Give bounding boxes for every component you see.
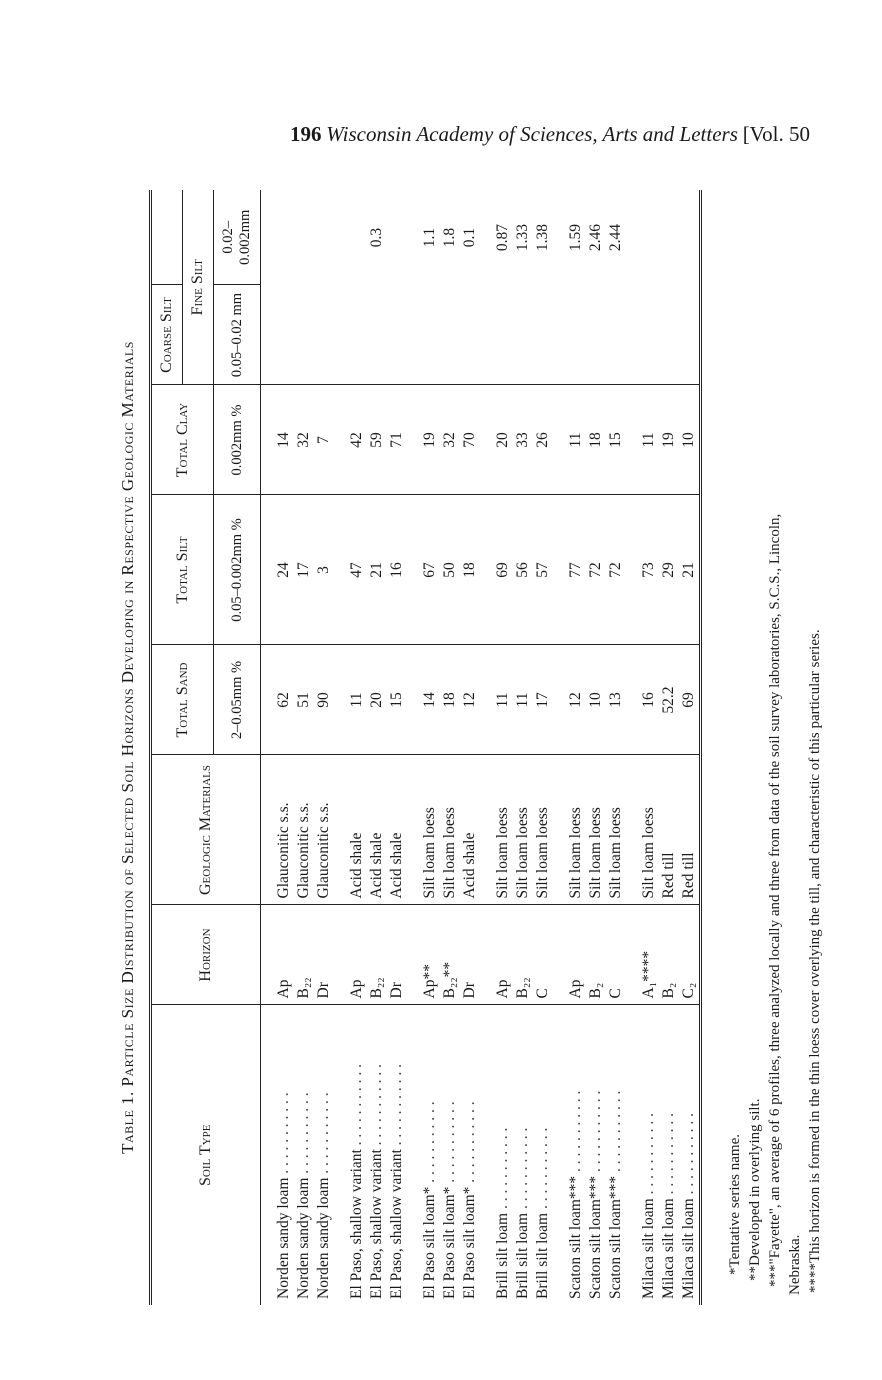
cell-fine-silt	[679, 190, 701, 285]
leader-dots: . . . . . . . . . . .	[680, 1113, 697, 1199]
cell-coarse-silt	[387, 285, 407, 385]
header-coarse-silt: Coarse Silt	[152, 285, 183, 385]
spacer-cell	[480, 905, 493, 1005]
cell-horizon: Dr	[314, 905, 334, 1005]
volume-label: [Vol. 50	[742, 122, 810, 146]
table-row	[460, 190, 480, 1305]
spacer-cell	[407, 645, 420, 755]
spacer-cell	[261, 1005, 275, 1305]
cell-horizon: Ap	[493, 905, 513, 1005]
cell-geologic-material: Silt loam loess	[440, 755, 460, 905]
cell-total-sand: 90	[314, 645, 334, 755]
cell-total-clay: 19	[420, 385, 440, 495]
header-fine-silt: Fine Silt	[183, 190, 214, 385]
cell-soil-type	[606, 1005, 626, 1305]
spacer-cell	[626, 1005, 639, 1305]
cell-coarse-silt	[367, 285, 387, 385]
group-spacer	[334, 190, 347, 1305]
spacer-cell	[334, 495, 347, 645]
spacer-cell	[334, 385, 347, 495]
cell-horizon: Ap**	[420, 905, 440, 1005]
leader-dots: . . . . . . . . . . .	[368, 1063, 385, 1150]
unit-total-sand: 2–0.05mm %	[214, 645, 261, 755]
cell-total-clay: 42	[347, 385, 367, 495]
cell-fine-silt	[314, 190, 334, 285]
cell-coarse-silt	[274, 285, 294, 385]
page-number: 196	[290, 122, 322, 146]
cell-coarse-silt	[606, 285, 626, 385]
header-geologic-materials: Geologic Materials	[152, 755, 261, 905]
leader-dots: . . . . . . . . . . .	[315, 1092, 332, 1178]
table-row	[679, 190, 701, 1305]
cell-total-sand: 52.2	[659, 645, 679, 755]
footnote-3-cont: Nebraska.	[787, 1234, 803, 1295]
cell-soil-type	[566, 1005, 586, 1305]
soil-type-label: El Paso silt loam*	[421, 1186, 438, 1299]
unit-total-silt: 0.05–0.002mm %	[214, 495, 261, 645]
cell-geologic-material: Silt loam loess	[566, 755, 586, 905]
spacer-cell	[480, 385, 493, 495]
cell-total-sand: 12	[566, 645, 586, 755]
cell-geologic-material: Silt loam loess	[513, 755, 533, 905]
table-row	[387, 190, 407, 1305]
cell-total-silt: 67	[420, 495, 440, 645]
cell-fine-silt: 1.59	[567, 223, 584, 252]
spacer-cell	[626, 285, 639, 385]
cell-soil-type	[440, 1005, 460, 1305]
page-header	[290, 122, 810, 152]
spacer-cell	[334, 190, 347, 285]
spacer-cell	[261, 645, 275, 755]
cell-coarse-silt	[440, 285, 460, 385]
header-horizon: Horizon	[152, 905, 261, 1005]
soil-type-label: Brill silt loam	[514, 1212, 531, 1299]
cell-soil-type	[367, 1005, 387, 1305]
cell-total-sand: 10	[586, 645, 606, 755]
spacer-cell	[480, 755, 493, 905]
spacer-cell	[407, 495, 420, 645]
cell-total-clay: 32	[294, 385, 314, 495]
cell-total-silt: 72	[606, 495, 626, 645]
cell-total-clay: 26	[533, 385, 553, 495]
leader-dots: . . . . . . . . . . .	[388, 1063, 405, 1150]
spacer-cell	[553, 1005, 566, 1305]
spacer-cell	[480, 285, 493, 385]
unit-fine-silt: 0.02–0.002mm	[214, 190, 261, 285]
cell-fine-silt	[659, 190, 679, 285]
leader-dots: . . . . . . . . . . .	[461, 1101, 478, 1187]
cell-soil-type	[420, 1005, 440, 1305]
cell-total-clay: 11	[639, 385, 659, 495]
spacer-cell	[261, 755, 275, 905]
cell-total-sand: 12	[460, 645, 480, 755]
cell-coarse-silt	[513, 285, 533, 385]
spacer-cell	[553, 645, 566, 755]
cell-horizon: Dr	[460, 905, 480, 1005]
cell-soil-type	[679, 1005, 701, 1305]
cell-geologic-material: Silt loam loess	[533, 755, 553, 905]
cell-total-sand: 51	[294, 645, 314, 755]
header-total-sand: Total Sand	[152, 645, 214, 755]
leader-dots: . . . . . . . . . . .	[607, 1090, 624, 1176]
leader-dots: . . . . . . . . . . .	[660, 1113, 677, 1199]
table-row	[639, 190, 659, 1305]
cell-horizon: Dr	[387, 905, 407, 1005]
cell-horizon: C	[606, 905, 626, 1005]
cell-coarse-silt	[493, 285, 513, 385]
cell-fine-silt: 1.38	[534, 223, 551, 252]
cell-total-clay: 33	[513, 385, 533, 495]
cell-horizon: Ap	[566, 905, 586, 1005]
group-spacer	[553, 190, 566, 1305]
footnote-2: **Developed in overlying silt.	[747, 1098, 763, 1281]
table-row	[566, 190, 586, 1305]
group-spacer	[626, 190, 639, 1305]
footnote-4: ****This horizon is formed in the thin loess cover overlying the till, and characteristic of this particular series.	[807, 629, 823, 1293]
cell-soil-type	[493, 1005, 513, 1305]
spacer-cell	[334, 645, 347, 755]
cell-fine-silt: 2.46	[587, 223, 604, 252]
cell-total-silt: 56	[513, 495, 533, 645]
soil-type-label: Norden sandy loam	[275, 1177, 292, 1299]
footnote-3: ***"Fayette", an average of 6 profiles, three analyzed locally and three from data of the soil survey laboratories, S.C.S., Lincoln,	[767, 513, 783, 1287]
cell-geologic-material: Silt loam loess	[420, 755, 440, 905]
cell-total-silt: 16	[387, 495, 407, 645]
spacer-cell	[407, 1005, 420, 1305]
spacer-cell	[480, 645, 493, 755]
table-row	[606, 190, 626, 1305]
leader-dots: . . . . . . . . . . .	[494, 1127, 511, 1213]
soil-type-label: El Paso, shallow variant	[388, 1149, 405, 1299]
cell-total-silt: 21	[679, 495, 701, 645]
spacer-cell	[261, 495, 275, 645]
cell-fine-silt	[347, 190, 367, 285]
cell-total-sand: 15	[387, 645, 407, 755]
cell-total-sand: 69	[679, 645, 701, 755]
soil-type-label: Brill silt loam	[534, 1212, 551, 1299]
spacer-cell	[626, 495, 639, 645]
spacer-cell	[626, 645, 639, 755]
table-row	[314, 190, 334, 1305]
spacer-cell	[261, 190, 275, 285]
unit-total-clay: 0.002mm %	[214, 385, 261, 495]
cell-coarse-silt	[314, 285, 334, 385]
spacer-cell	[553, 385, 566, 495]
cell-total-silt: 50	[440, 495, 460, 645]
table-row	[659, 190, 679, 1305]
cell-total-silt: 47	[347, 495, 367, 645]
soil-type-label: Norden sandy loam	[295, 1177, 312, 1299]
table-title: Table 1. Particle Size Distribution of Selected Soil Horizons Developing in Respective Geologic Materials	[118, 341, 137, 1154]
spacer-cell	[407, 285, 420, 385]
cell-horizon: B₂₂	[367, 905, 387, 1005]
cell-geologic-material: Acid shale	[347, 755, 367, 905]
rotated-table-area	[115, 190, 835, 1305]
spacer-cell	[334, 1005, 347, 1305]
spacer-cell	[334, 285, 347, 385]
spacer-cell	[553, 495, 566, 645]
spacer-cell	[480, 190, 493, 285]
cell-total-clay: 71	[387, 385, 407, 495]
cell-horizon: B₂₂**	[440, 905, 460, 1005]
cell-geologic-material: Glauconitic s.s.	[294, 755, 314, 905]
cell-coarse-silt	[659, 285, 679, 385]
spacer-cell	[407, 905, 420, 1005]
spacer-cell	[334, 755, 347, 905]
table-body	[261, 190, 701, 1305]
cell-coarse-silt	[586, 285, 606, 385]
table-row	[586, 190, 606, 1305]
soil-type-label: Scaton silt loam***	[587, 1175, 604, 1299]
cell-total-silt: 17	[294, 495, 314, 645]
cell-coarse-silt	[420, 285, 440, 385]
cell-geologic-material: Glauconitic s.s.	[314, 755, 334, 905]
cell-fine-silt: 1.1	[421, 227, 438, 248]
cell-fine-silt: 1.8	[441, 227, 458, 248]
cell-horizon: B₂₂	[294, 905, 314, 1005]
soil-type-label: El Paso, shallow variant	[348, 1149, 365, 1299]
cell-soil-type	[387, 1005, 407, 1305]
table-row	[440, 190, 460, 1305]
cell-total-sand: 18	[440, 645, 460, 755]
cell-total-silt: 77	[566, 495, 586, 645]
cell-total-sand: 13	[606, 645, 626, 755]
cell-fine-silt: 0.87	[494, 223, 511, 252]
cell-soil-type	[513, 1005, 533, 1305]
cell-coarse-silt	[639, 285, 659, 385]
table-row	[367, 190, 387, 1305]
header-soil-type: Soil Type	[152, 1005, 261, 1305]
cell-fine-silt: 1.33	[514, 223, 531, 252]
cell-total-silt: 72	[586, 495, 606, 645]
soil-type-label: El Paso silt loam*	[441, 1186, 458, 1299]
journal-title: Wisconsin Academy of Sciences, Arts and Letters	[326, 122, 738, 146]
cell-soil-type	[274, 1005, 294, 1305]
cell-coarse-silt	[347, 285, 367, 385]
soil-type-label: El Paso silt loam*	[461, 1186, 478, 1299]
cell-total-clay: 15	[606, 385, 626, 495]
cell-total-silt: 73	[639, 495, 659, 645]
group-spacer	[261, 190, 275, 1305]
cell-geologic-material: Silt loam loess	[639, 755, 659, 905]
cell-geologic-material: Silt loam loess	[606, 755, 626, 905]
table-row	[533, 190, 553, 1305]
cell-geologic-material: Glauconitic s.s.	[274, 755, 294, 905]
cell-total-sand: 11	[513, 645, 533, 755]
cell-horizon: A₁****	[639, 905, 659, 1005]
soil-type-label: Brill silt loam	[494, 1212, 511, 1299]
spacer-cell	[480, 495, 493, 645]
table-row	[513, 190, 533, 1305]
cell-total-sand: 14	[420, 645, 440, 755]
cell-total-clay: 19	[659, 385, 679, 495]
cell-coarse-silt	[566, 285, 586, 385]
cell-soil-type	[533, 1005, 553, 1305]
footnote-1: *Tentative series name.	[727, 1134, 743, 1275]
leader-dots: . . . . . . . . . . .	[348, 1063, 365, 1150]
cell-fine-silt	[274, 190, 294, 285]
table-row	[420, 190, 440, 1305]
table-row	[274, 190, 294, 1305]
cell-soil-type	[586, 1005, 606, 1305]
cell-horizon: Ap	[274, 905, 294, 1005]
soil-type-label: Milaca silt loam	[660, 1198, 677, 1299]
cell-geologic-material: Red till	[679, 755, 701, 905]
cell-total-sand: 16	[639, 645, 659, 755]
cell-total-clay: 20	[493, 385, 513, 495]
cell-horizon: C₂	[679, 905, 701, 1005]
particle-size-table	[152, 190, 702, 1305]
spacer-cell	[407, 385, 420, 495]
cell-total-clay: 11	[566, 385, 586, 495]
spacer-cell	[626, 905, 639, 1005]
header-total-silt: Total Silt	[152, 495, 214, 645]
cell-fine-silt	[294, 190, 314, 285]
soil-type-label: Milaca silt loam	[680, 1198, 697, 1299]
cell-total-clay: 18	[586, 385, 606, 495]
cell-total-silt: 69	[493, 495, 513, 645]
cell-soil-type	[294, 1005, 314, 1305]
cell-geologic-material: Silt loam loess	[586, 755, 606, 905]
cell-geologic-material: Silt loam loess	[493, 755, 513, 905]
spacer-cell	[480, 1005, 493, 1305]
spacer-cell	[407, 190, 420, 285]
group-spacer	[407, 190, 420, 1305]
soil-type-label: Scaton silt loam***	[567, 1175, 584, 1299]
spacer-cell	[626, 385, 639, 495]
cell-geologic-material: Acid shale	[367, 755, 387, 905]
cell-total-clay: 70	[460, 385, 480, 495]
spacer-cell	[261, 285, 275, 385]
cell-total-sand: 20	[367, 645, 387, 755]
spacer-cell	[553, 905, 566, 1005]
table-container	[149, 190, 702, 1305]
cell-total-silt: 21	[367, 495, 387, 645]
cell-geologic-material: Acid shale	[460, 755, 480, 905]
cell-coarse-silt	[294, 285, 314, 385]
cell-total-silt: 18	[460, 495, 480, 645]
cell-total-clay: 10	[679, 385, 701, 495]
spacer-cell	[553, 190, 566, 285]
leader-dots: . . . . . . . . . . .	[295, 1092, 312, 1178]
cell-total-clay: 59	[367, 385, 387, 495]
cell-total-silt: 29	[659, 495, 679, 645]
cell-fine-silt: 0.3	[368, 227, 385, 248]
cell-total-silt: 3	[314, 495, 334, 645]
cell-geologic-material: Acid shale	[387, 755, 407, 905]
soil-type-label: Norden sandy loam	[315, 1177, 332, 1299]
spacer-cell	[626, 190, 639, 285]
cell-total-sand: 17	[533, 645, 553, 755]
leader-dots: . . . . . . . . . . .	[640, 1113, 657, 1199]
cell-total-silt: 57	[533, 495, 553, 645]
soil-type-label: Milaca silt loam	[640, 1198, 657, 1299]
cell-fine-silt	[387, 190, 407, 285]
header-total-clay: Total Clay	[152, 385, 214, 495]
spacer-cell	[553, 755, 566, 905]
soil-type-label: El Paso, shallow variant	[368, 1149, 385, 1299]
cell-coarse-silt	[533, 285, 553, 385]
cell-soil-type	[659, 1005, 679, 1305]
cell-fine-silt	[639, 190, 659, 285]
leader-dots: . . . . . . . . . . .	[275, 1092, 292, 1178]
leader-dots: . . . . . . . . . . .	[441, 1101, 458, 1187]
spacer-cell	[407, 755, 420, 905]
cell-coarse-silt	[679, 285, 701, 385]
spacer-cell	[626, 755, 639, 905]
cell-soil-type	[314, 1005, 334, 1305]
cell-total-sand: 11	[493, 645, 513, 755]
cell-horizon: C	[533, 905, 553, 1005]
cell-horizon: Ap	[347, 905, 367, 1005]
cell-soil-type	[639, 1005, 659, 1305]
cell-coarse-silt	[460, 285, 480, 385]
cell-horizon: B₂	[586, 905, 606, 1005]
soil-type-label: Scaton silt loam***	[607, 1175, 624, 1299]
cell-fine-silt: 2.44	[607, 223, 624, 252]
cell-total-silt: 24	[274, 495, 294, 645]
cell-soil-type	[347, 1005, 367, 1305]
cell-total-clay: 32	[440, 385, 460, 495]
header-fine-silt-spacer	[152, 190, 183, 285]
leader-dots: . . . . . . . . . . .	[514, 1127, 531, 1213]
group-spacer	[480, 190, 493, 1305]
spacer-cell	[261, 905, 275, 1005]
spacer-cell	[334, 905, 347, 1005]
cell-total-sand: 62	[274, 645, 294, 755]
spacer-cell	[553, 285, 566, 385]
cell-total-clay: 7	[314, 385, 334, 495]
cell-horizon: B₂	[659, 905, 679, 1005]
leader-dots: . . . . . . . . . . .	[421, 1101, 438, 1187]
leader-dots: . . . . . . . . . . .	[534, 1127, 551, 1213]
cell-total-clay: 14	[274, 385, 294, 495]
leader-dots: . . . . . . . . . . .	[587, 1090, 604, 1176]
table-row	[347, 190, 367, 1305]
leader-dots: . . . . . . . . . . .	[567, 1090, 584, 1176]
cell-geologic-material: Red till	[659, 755, 679, 905]
footnotes	[725, 195, 825, 1295]
table-row	[493, 190, 513, 1305]
cell-fine-silt: 0.1	[461, 227, 478, 248]
cell-total-sand: 11	[347, 645, 367, 755]
cell-soil-type	[460, 1005, 480, 1305]
table-row	[294, 190, 314, 1305]
cell-horizon: B₂₂	[513, 905, 533, 1005]
spacer-cell	[261, 385, 275, 495]
unit-coarse-silt: 0.05–0.02 mm	[214, 285, 261, 385]
